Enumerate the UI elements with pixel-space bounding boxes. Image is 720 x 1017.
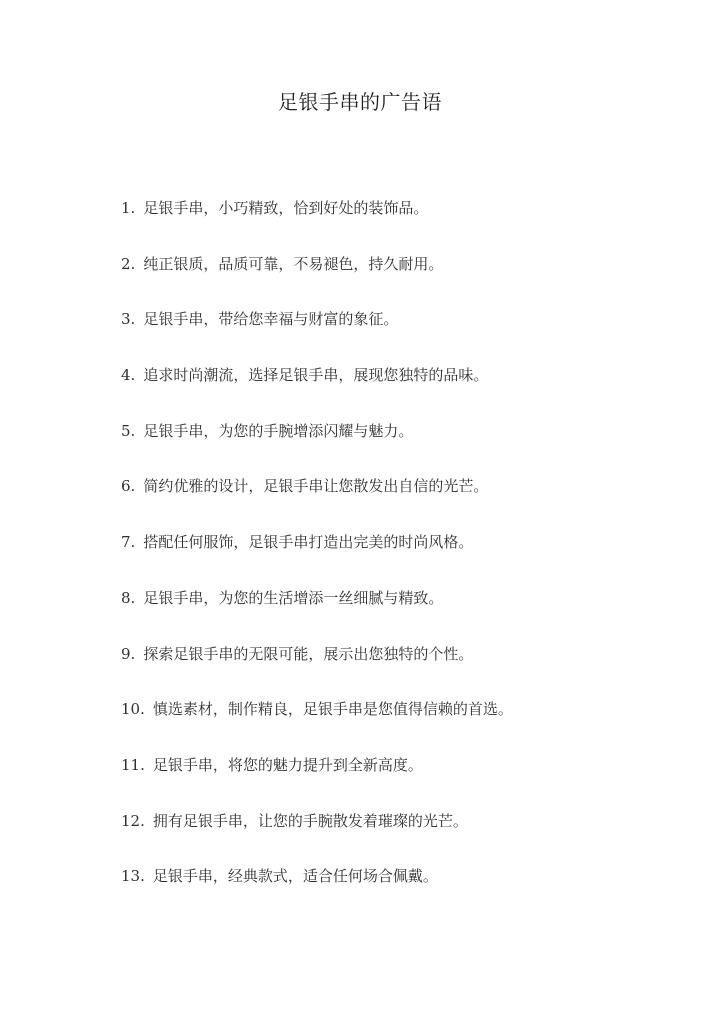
item-text: 追求时尚潮流，选择足银手串，展现您独特的品味。 <box>143 366 489 385</box>
item-text: 拥有足银手串，让您的手腕散发着璀璨的光芒。 <box>152 811 468 830</box>
list-item <box>121 754 513 810</box>
item-number: 12. <box>121 811 145 830</box>
item-text: 足银手串，小巧精致，恰到好处的装饰品。 <box>143 199 429 217</box>
item-text: 搭配任何服饰，足银手串打造出完美的时尚风格。 <box>143 533 474 552</box>
item-number: 13. <box>121 867 145 886</box>
item-number: 8. <box>121 588 136 607</box>
item-text: 足银手串，带给您幸福与财富的象征。 <box>143 310 399 329</box>
page-title: 足银手串的广告语 <box>278 90 442 114</box>
list-item <box>121 308 513 364</box>
item-number: 11. <box>121 755 145 774</box>
item-text: 简约优雅的设计，足银手串让您散发出自信的光芒。 <box>143 477 489 496</box>
list-item <box>121 531 513 587</box>
item-text: 纯正银质，品质可靠，不易褪色，持久耐用。 <box>143 254 444 273</box>
item-number: 3. <box>121 310 136 329</box>
item-text: 足银手串，经典款式，适合任何场合佩戴。 <box>152 867 438 886</box>
item-number: 2. <box>121 254 136 273</box>
item-number: 5. <box>121 421 136 440</box>
list-item <box>121 643 513 699</box>
list-item <box>121 420 513 476</box>
slogan-list <box>121 197 513 921</box>
item-text: 足银手串，将您的魅力提升到全新高度。 <box>152 755 423 774</box>
item-number: 6. <box>121 477 136 496</box>
item-number: 10. <box>121 700 145 719</box>
item-text: 足银手串，为您的生活增添一丝细腻与精致。 <box>143 588 444 607</box>
item-number: 1. <box>121 199 136 217</box>
item-number: 4. <box>121 366 136 385</box>
item-text: 足银手串，为您的手腕增添闪耀与魅力。 <box>143 421 414 440</box>
list-item <box>121 698 513 754</box>
list-item <box>121 587 513 643</box>
list-item <box>121 364 513 420</box>
list-item <box>121 253 513 309</box>
list-item <box>121 810 513 866</box>
list-item <box>121 197 513 253</box>
list-item <box>121 475 513 531</box>
item-number: 7. <box>121 533 136 552</box>
list-item <box>121 865 513 921</box>
item-text: 慎选素材，制作精良，足银手串是您值得信赖的首选。 <box>152 700 513 719</box>
item-number: 9. <box>121 644 136 663</box>
item-text: 探索足银手串的无限可能，展示出您独特的个性。 <box>143 644 474 663</box>
